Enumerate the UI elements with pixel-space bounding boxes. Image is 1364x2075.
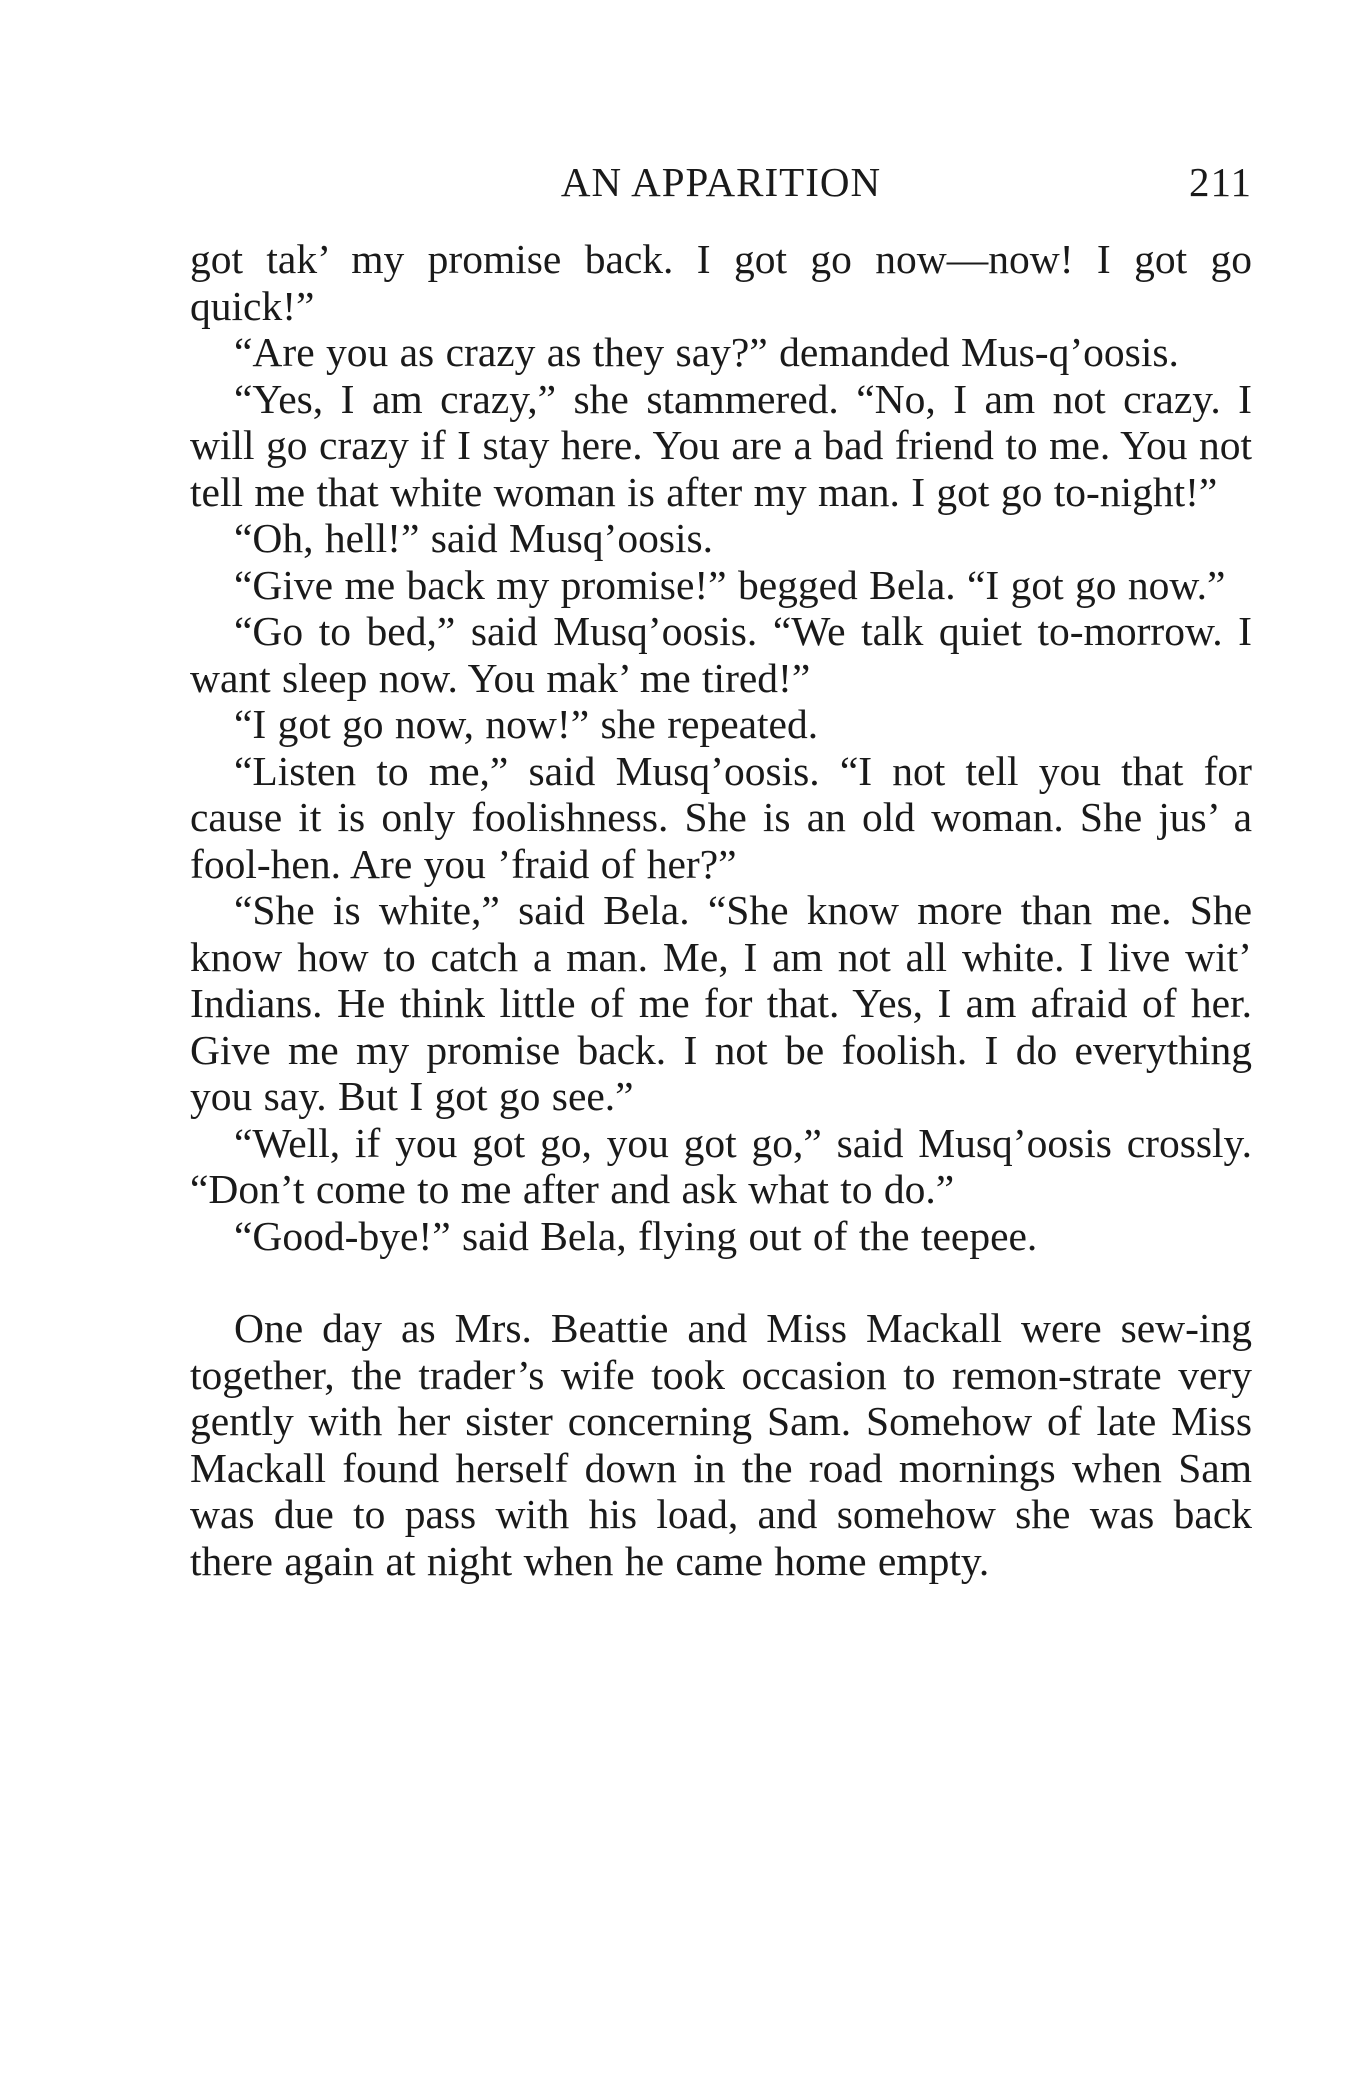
paragraph: got tak’ my promise back. I got go now—now! I got go quick!” xyxy=(190,236,1252,329)
paragraph: “Give me back my promise!” begged Bela. “I got go now.” xyxy=(234,561,1226,608)
chapter-title: AN APPARITION xyxy=(560,159,882,205)
running-head xyxy=(190,150,1252,214)
paragraph: “Yes, I am crazy,” she stammered. “No, I am not crazy. I will go crazy if I stay here. You are a bad friend to me. You not tell me that white woman is after my man. I got go to-night!” xyxy=(190,375,1252,515)
paragraph: “Go to bed,” said Musq’oosis. “We talk quiet to-morrow. I want sleep now. You mak’ me tired!” xyxy=(190,608,1252,701)
page-number: 211 xyxy=(1189,159,1252,205)
paragraph: One day as Mrs. Beattie and Miss Mackall were sew-ing together, the trader’s wife took occasion to remon-strate very gently with her sister concerning Sam. Somehow of late Miss Mackall found herself down in the road mornings when Sam was due to pass with his load, and somehow she was back there again at night when he came home empty. xyxy=(190,1305,1252,1584)
paragraph: “Oh, hell!” said Musq’oosis. xyxy=(234,515,714,561)
book-page xyxy=(190,150,1252,1584)
paragraph: “Are you as crazy as they say?” demanded Mus-q’oosis. xyxy=(234,329,1179,375)
body-text xyxy=(190,236,1252,1584)
paragraph: “Listen to me,” said Musq’oosis. “I not tell you that for cause it is only foolishness. She is an old woman. She jus’ a fool-hen. Are you ’fraid of her?” xyxy=(190,747,1252,887)
paragraph: “I got go now, now!” she repeated. xyxy=(234,701,819,747)
paragraph: “Well, if you got go, you got go,” said Musq’oosis crossly. “Don’t come to me after and ask what to do.” xyxy=(190,1119,1252,1212)
section-break xyxy=(190,1259,1252,1305)
paragraph: “She is white,” said Bela. “She know more than me. She know how to catch a man. Me, I am not all white. I live wit’ Indians. He think little of me for that. Yes, I am afraid of her. Give me my promise back. I not be foolish. I do everything you say. But I got go see.” xyxy=(190,887,1252,1119)
paragraph: “Good-bye!” said Bela, flying out of the teepee. xyxy=(234,1212,1038,1259)
